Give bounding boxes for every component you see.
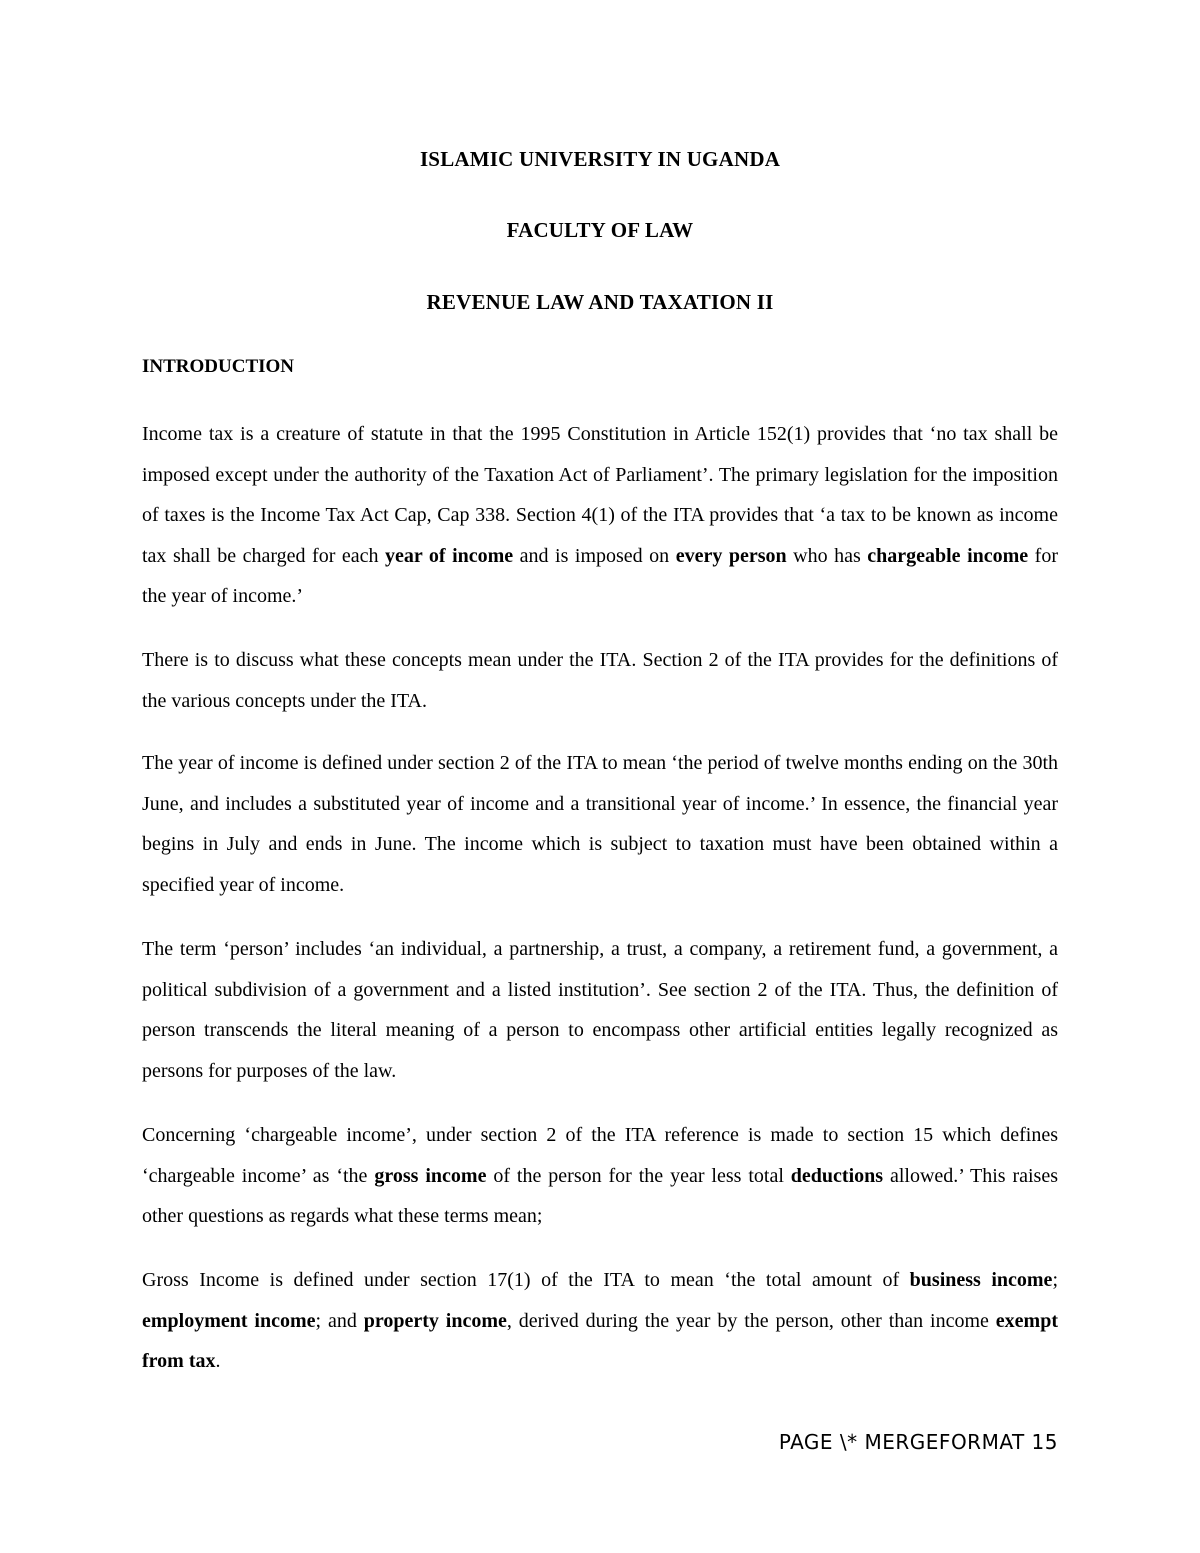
paragraph-5-text-3: allowed.’ This raises other questions as regards what these terms mean; [142, 1164, 1059, 1228]
term-every-person: every person [675, 544, 787, 567]
university-title: ISLAMIC UNIVERSITY IN UGANDA [419, 147, 781, 171]
paragraph-6-text-3: ; and [315, 1309, 364, 1332]
paragraph-5-text-1: Concerning ‘chargeable income’, under section 2 of the ITA reference is made to section 15 which defines ‘chargeable income’ as ‘the [142, 1124, 1058, 1187]
paragraph-2: There is to discuss what these concepts mean under the ITA. Section 2 of the ITA provides for the definitions of the various concepts under the ITA. [142, 649, 1058, 712]
paragraph-5-text-2: of the person for the year less total [486, 1164, 791, 1187]
paragraph-6-text-4: , derived during the year by the person, other than income [506, 1309, 996, 1332]
faculty-title: FACULTY OF LAW [506, 218, 694, 242]
term-gross-income: gross income [374, 1164, 487, 1187]
term-chargeable-income: chargeable income [867, 544, 1029, 567]
paragraph-6-text-2: ; [1052, 1269, 1059, 1291]
paragraph-6-text-5: . [215, 1350, 221, 1373]
course-title: REVENUE LAW AND TAXATION II [426, 290, 774, 314]
paragraph-5 [142, 1115, 1058, 1237]
term-employment-income: employment income [142, 1309, 316, 1332]
paragraph-1-text-1: Income tax is a creature of statute in that the 1995 Constitution in Article 152(1) provides that ‘no tax shall be imposed except under the authority of the Taxation Act of Parliament’. The primary legislation for the imposition of taxes is the Income Tax Act Cap, Cap 338. Section 4(1) of the ITA provides that ‘a tax to be known as income tax shall be charged for each [142, 423, 1058, 567]
paragraph-1-text-3: who has [786, 544, 868, 567]
section-title: INTRODUCTION [142, 356, 295, 377]
paragraph-1 [142, 414, 1058, 617]
paragraph-1-text-4: for the year of income.’ [142, 544, 1058, 608]
term-business-income: business income [909, 1269, 1053, 1291]
paragraph-3: The year of income is defined under section 2 of the ITA to mean ‘the period of twelve months ending on the 30th June, and includes a substituted year of income and a transitional year of income.’ In essence, the financial year begins in July and ends in June. The income which is subject to taxation must have been obtained within a specified year of income. [142, 752, 1058, 896]
paragraph-6 [142, 1260, 1058, 1382]
paragraph-4: The term ‘person’ includes ‘an individual, a partnership, a trust, a company, a retirement fund, a government, a political subdivision of a government and a listed institution’. See section 2 of the ITA. Thus, the definition of person transcends the literal meaning of a person to encompass other artificial entities legally recognized as persons for purposes of the law. [142, 938, 1058, 1082]
term-property-income: property income [363, 1309, 507, 1332]
paragraph-6-text-1: Gross Income is defined under section 17(1) of the ITA to mean ‘the total amount of [142, 1269, 910, 1291]
term-year-of-income: year of income [385, 544, 514, 567]
term-deductions: deductions [790, 1164, 884, 1187]
term-exempt-from-tax: exempt from tax [142, 1309, 1058, 1373]
page-number-field: PAGE \* MERGEFORMAT 15 [778, 1430, 1058, 1454]
paragraph-1-text-2: and is imposed on [513, 544, 676, 567]
